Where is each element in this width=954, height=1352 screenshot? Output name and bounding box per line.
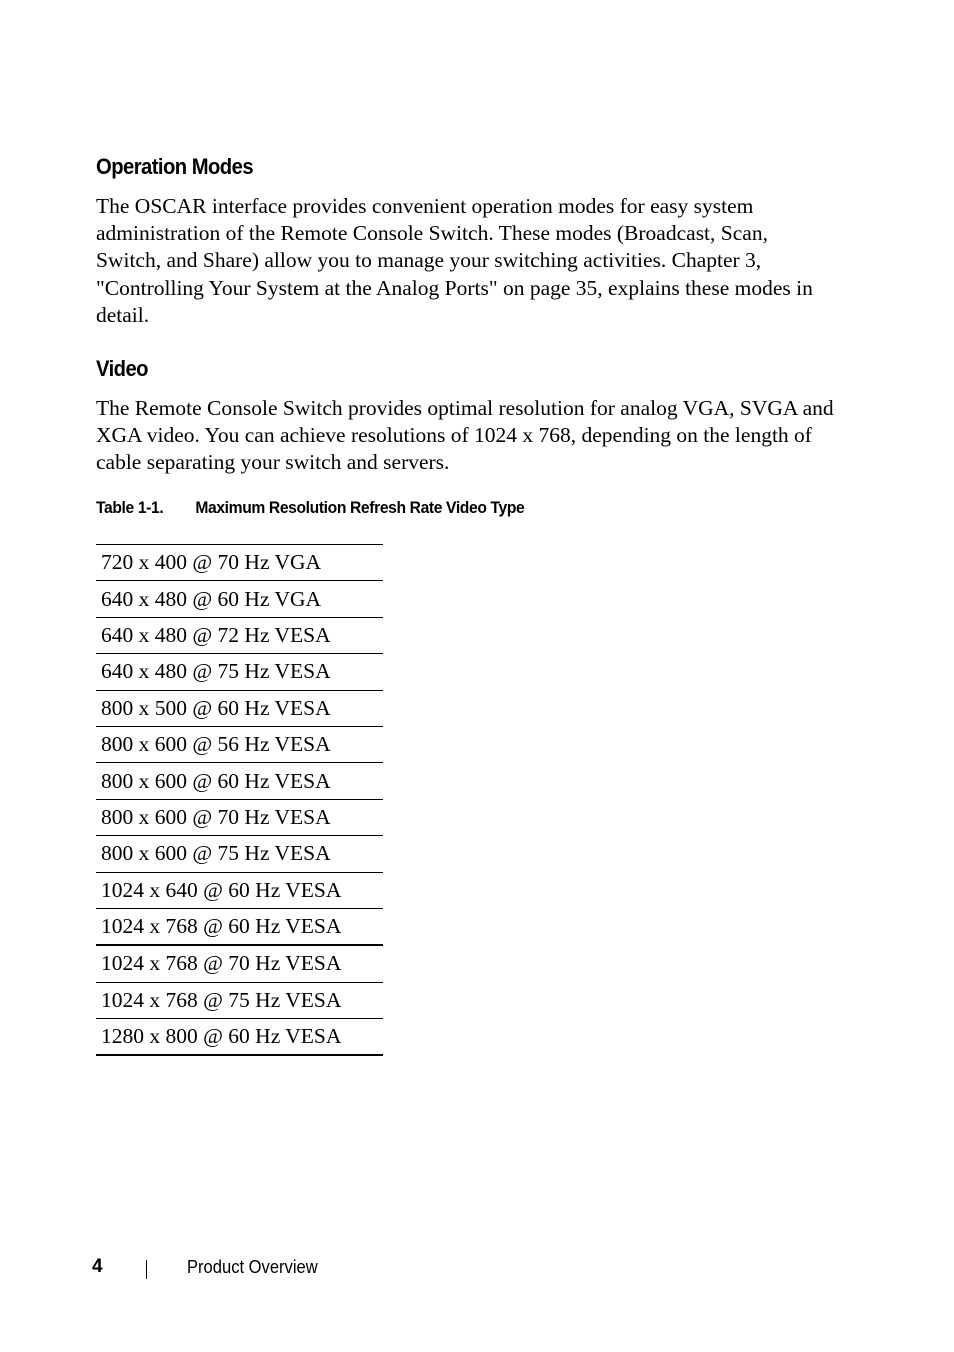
video-paragraph: The Remote Console Switch provides optimal resolution for analog VGA, SVGA and XGA video. You can achieve resolutions of 1024 x 768, depending on the length of cable separating your switch and servers. <box>96 396 834 475</box>
table-row <box>96 654 383 690</box>
table-row <box>96 982 383 1018</box>
table-cell: 800 x 600 @ 56 Hz VESA <box>96 726 383 762</box>
table-cell: 800 x 600 @ 70 Hz VESA <box>96 799 383 835</box>
table-cell: 1024 x 768 @ 70 Hz VESA <box>96 945 383 982</box>
table-cell: 1280 x 800 @ 60 Hz VESA <box>101 1024 342 1049</box>
table-row <box>96 617 383 653</box>
table-row <box>96 836 383 872</box>
operation-modes-paragraph: The OSCAR interface provides convenient operation modes for easy system administration of the Remote Console Switch. These modes (Broadcast, Scan, Switch, and Share) allow you to manage your switching activities. Chapter 3, "Controlling Your System at the Analog Ports" on page 35, explains these modes in detail. <box>96 194 813 327</box>
table-cell: 640 x 480 @ 72 Hz VESA <box>96 617 383 653</box>
table-row <box>96 945 383 982</box>
table-caption-title: Maximum Resolution Refresh Rate Video Type <box>195 498 525 517</box>
table-row <box>96 690 383 726</box>
footer-section-title: Product Overview <box>187 1257 318 1277</box>
table-row <box>96 799 383 835</box>
table-cell: 720 x 400 @ 70 Hz VGA <box>96 545 383 581</box>
table-row <box>96 581 383 617</box>
table-caption <box>96 498 524 518</box>
page-number: 4 <box>92 1256 103 1277</box>
table-cell: 800 x 600 @ 60 Hz VESA <box>96 763 383 799</box>
table-row <box>96 726 383 762</box>
table-cell: 1024 x 640 @ 60 Hz VESA <box>96 872 383 908</box>
video-heading: Video <box>96 356 148 381</box>
table-caption-number: Table 1-1. <box>96 498 164 517</box>
table-cell: 800 x 600 @ 75 Hz VESA <box>96 836 383 872</box>
table-cell: 1024 x 768 @ 75 Hz VESA <box>96 982 383 1018</box>
table-cell: 640 x 480 @ 60 Hz VGA <box>96 581 383 617</box>
resolution-table <box>96 544 383 1056</box>
table-row <box>96 872 383 908</box>
table-cell: 640 x 480 @ 75 Hz VESA <box>96 654 383 690</box>
operation-modes-heading: Operation Modes <box>96 154 254 179</box>
table-row <box>96 763 383 799</box>
table-cell: 1024 x 768 @ 60 Hz VESA <box>96 908 383 945</box>
footer-separator <box>146 1260 147 1279</box>
table-row <box>96 908 383 945</box>
page-footer <box>0 1256 954 1282</box>
table-cell: 800 x 500 @ 60 Hz VESA <box>96 690 383 726</box>
table-row <box>96 1019 383 1056</box>
table-row <box>96 545 383 581</box>
